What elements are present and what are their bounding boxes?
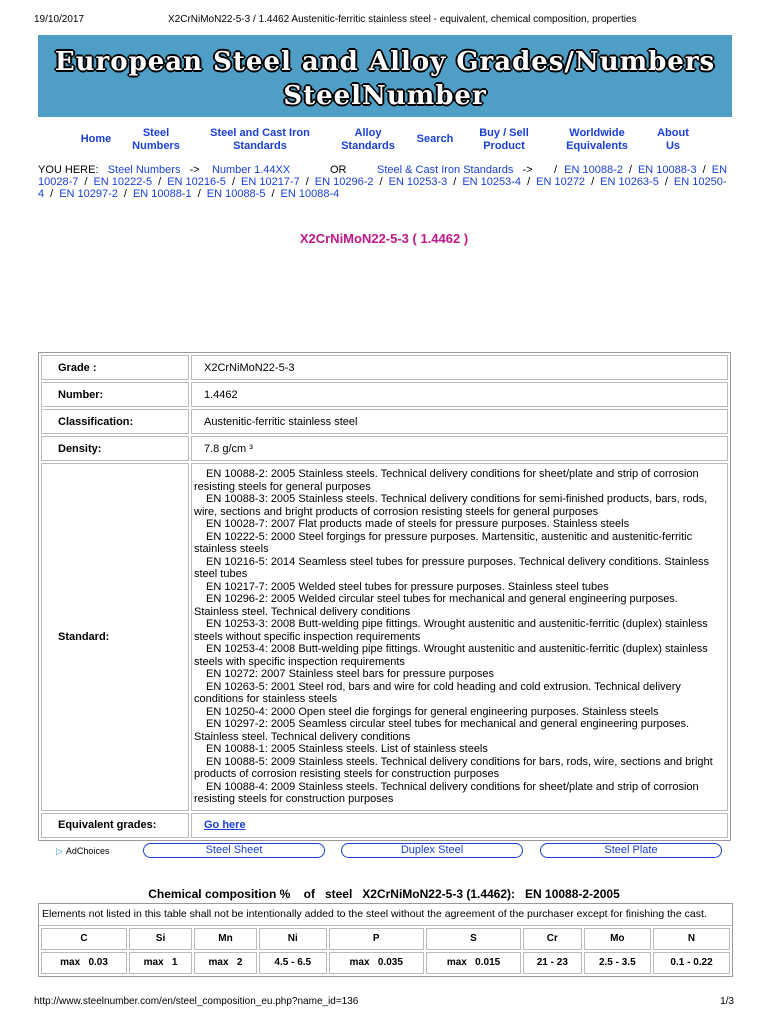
breadcrumb-link[interactable]: EN 10222-5 — [93, 176, 153, 188]
number-label: Number: — [41, 382, 189, 407]
element-value: 4.5 - 6.5 — [259, 952, 327, 974]
nav-steel-numbers[interactable]: Steel Numbers — [132, 127, 180, 152]
standard-entry: EN 10296-2: 2005 Welded circular steel tubes for mechanical and general engineering purposes. Stainless steel. Technical delivery conditions — [194, 593, 678, 618]
ad-steel-sheet[interactable]: Steel Sheet — [143, 843, 325, 858]
breadcrumb-link[interactable]: EN 10216-5 — [167, 176, 226, 188]
breadcrumb-arrow: -> — [189, 164, 200, 176]
breadcrumb-link[interactable]: EN 10088-2 — [564, 164, 623, 176]
breadcrumb-link[interactable]: EN 10272 — [536, 176, 586, 188]
breadcrumb-link[interactable]: EN 10296-2 — [314, 176, 374, 188]
element-header: Ni — [259, 928, 327, 950]
classification-value: Austenitic-ferritic stainless steel — [191, 409, 728, 434]
main-nav — [0, 127, 768, 157]
breadcrumb-separator: / — [379, 176, 383, 188]
standard-entry: EN 10272: 2007 Stainless steel bars for pressure purposes — [206, 668, 494, 680]
standard-entry: EN 10088-2: 2005 Stainless steels. Technical delivery conditions for sheet/plate and strip of corrosion resisting steels for general purposes — [194, 468, 699, 493]
banner-title: European Steel and Alloy Grades/Numbers — [54, 47, 716, 77]
breadcrumb-link[interactable]: EN 10088-3 — [637, 164, 697, 176]
element-header: P — [329, 928, 424, 950]
breadcrumb-separator: / — [84, 176, 88, 188]
standard-entry: EN 10088-4: 2009 Stainless steels. Technical delivery conditions for sheet/plate and strip of corrosion resisting steels for construction purposes — [194, 780, 699, 805]
table-row — [41, 928, 730, 950]
breadcrumb-separator: / — [628, 164, 632, 176]
grade-value: X2CrNiMoN22-5-3 — [191, 355, 728, 380]
breadcrumb-link[interactable]: EN 10263-5 — [600, 176, 659, 188]
table-row — [41, 463, 728, 811]
adchoices-icon: ▷ — [56, 846, 63, 856]
table-row — [41, 436, 728, 461]
element-header: Cr — [523, 928, 581, 950]
breadcrumb-separator: / — [271, 188, 275, 200]
element-value: 21 - 23 — [523, 952, 581, 974]
element-value: 2.5 - 3.5 — [584, 952, 652, 974]
element-value: max 1 — [129, 952, 192, 974]
breadcrumb-separator: / — [591, 176, 595, 188]
element-header: Si — [129, 928, 192, 950]
breadcrumb-link[interactable]: EN 10088-1 — [132, 188, 192, 200]
standard-entry: EN 10216-5: 2014 Seamless steel tubes for pressure purposes. Technical delivery conditions. Stainless steel tubes — [194, 555, 710, 580]
breadcrumb-separator: / — [197, 188, 201, 200]
element-header: Mo — [584, 928, 652, 950]
standard-entry: EN 10263-5: 2001 Steel rod, bars and wire for cold heading and cold extrusion. Technical delivery conditions for stainless steels — [194, 680, 681, 705]
table-row — [41, 382, 728, 407]
element-header: C — [41, 928, 127, 950]
nav-search[interactable]: Search — [416, 133, 454, 145]
breadcrumb-link[interactable]: EN 10253-4 — [462, 176, 522, 188]
chemical-composition-title: Chemical composition % of steel X2CrNiMoN22-5-3 (1.4462): EN 10088-2-2005 — [148, 887, 620, 901]
standard-entry: EN 10253-3: 2008 Butt-welding pipe fittings. Wrought austenitic and austenitic-ferritic (duplex) stainless steels without specific inspection requirements — [194, 618, 708, 643]
element-value: max 0.035 — [329, 952, 424, 974]
standard-entry: EN 10222-5: 2000 Steel forgings for pressure purposes. Martensitic, austenitic and austenitic-ferritic stainless steels — [194, 530, 693, 555]
breadcrumb-separator: / — [527, 176, 531, 188]
nav-worldwide-equivalents[interactable]: Worldwide Equivalents — [566, 127, 628, 152]
standard-entry: EN 10088-5: 2009 Stainless steels. Technical delivery conditions for bars, rods, wire, sections and bright products of corrosion resisting steels for construction purposes — [194, 755, 713, 780]
breadcrumb-link[interactable]: EN 10028-7 — [38, 164, 728, 188]
breadcrumb-or: OR — [329, 164, 347, 176]
element-value: max 2 — [194, 952, 257, 974]
breadcrumb-steel-numbers[interactable]: Steel Numbers — [107, 164, 181, 176]
density-value: 7.8 g/cm ³ — [191, 436, 728, 461]
breadcrumb-separator: / — [453, 176, 457, 188]
element-header: N — [653, 928, 730, 950]
nav-standards[interactable]: Steel and Cast Iron Standards — [210, 127, 310, 152]
number-value: 1.4462 — [191, 382, 728, 407]
equivalent-grades-label: Equivalent grades: — [41, 813, 189, 838]
breadcrumb-link[interactable]: EN 10250-4 — [38, 176, 727, 200]
chemical-composition-table — [38, 903, 733, 977]
adchoices[interactable]: ▷ AdChoices — [56, 846, 110, 856]
composition-note: Elements not listed in this table shall not be intentionally added to the steel without the agreement of the purchaser except for finishing the cast. — [39, 904, 732, 926]
ad-duplex-steel[interactable]: Duplex Steel — [341, 843, 523, 858]
breadcrumb-link[interactable]: EN 10088-5 — [206, 188, 266, 200]
element-value: 0.1 - 0.22 — [653, 952, 730, 974]
standard-entry: EN 10253-4: 2008 Butt-welding pipe fittings. Wrought austenitic and austenitic-ferritic (duplex) stainless steels with specific inspection requirements — [194, 643, 708, 668]
breadcrumb-separator: / — [305, 176, 309, 188]
breadcrumb-separator: / — [231, 176, 235, 188]
print-date: 19/10/2017 — [34, 14, 85, 25]
breadcrumb-number[interactable]: Number 1.44XX — [211, 164, 291, 176]
table-row — [41, 813, 728, 838]
grade-label: Grade : — [41, 355, 189, 380]
breadcrumb-separator: / — [702, 164, 706, 176]
breadcrumb-link[interactable]: EN 10217-7 — [241, 176, 300, 188]
breadcrumb: YOU HERE: Steel Numbers -> Number 1.44XX OR Steel & Cast Iron Standards -> / EN 10088-2 / EN 10088-3 / EN 10028-7 / EN 10222-5 / EN 10216-5 / EN 10217-7 / EN 10296-2 / EN 10253-3 / EN 10253-4 / EN 10272 / EN 10263-5 / EN 10250-4 / EN 10297-2 / EN 10088-1 / EN 10088-5 / EN 10088-4 — [38, 164, 728, 200]
standard-entry: EN 10297-2: 2005 Seamless circular steel tubes for mechanical and general engineering purposes. Stainless steel. Technical delivery conditions — [194, 718, 690, 743]
grade-title: X2CrNiMoN22-5-3 ( 1.4462 ) — [299, 231, 469, 246]
nav-home[interactable]: Home — [80, 133, 112, 145]
element-header: S — [426, 928, 521, 950]
standard-label: Standard: — [41, 463, 189, 811]
element-header: Mn — [194, 928, 257, 950]
breadcrumb-link[interactable]: EN 10088-4 — [280, 188, 340, 200]
standard-entry: EN 10088-3: 2005 Stainless steels. Technical delivery conditions for semi-finished products, bars, rods, wire, sections and bright products of corrosion resisting steels for general purposes — [194, 493, 708, 518]
classification-label: Classification: — [41, 409, 189, 434]
breadcrumb-separator: / — [50, 188, 54, 200]
density-label: Density: — [41, 436, 189, 461]
element-value: max 0.03 — [41, 952, 127, 974]
element-value: max 0.015 — [426, 952, 521, 974]
print-url: http://www.steelnumber.com/en/steel_composition_eu.php?name_id=136 — [34, 996, 359, 1007]
breadcrumb-standards[interactable]: Steel & Cast Iron Standards — [377, 164, 514, 176]
standard-entry: EN 10088-1: 2005 Stainless steels. List of stainless steels — [206, 743, 488, 755]
ad-steel-plate[interactable]: Steel Plate — [540, 843, 722, 858]
site-banner[interactable] — [38, 35, 732, 117]
banner-subtitle: SteelNumber — [283, 81, 487, 111]
breadcrumb-separator: / — [123, 188, 127, 200]
equivalent-grades-link[interactable]: Go here — [204, 819, 246, 831]
standard-entry: EN 10028-7: 2007 Flat products made of steels for pressure purposes. Stainless steels — [206, 518, 630, 530]
breadcrumb-link[interactable]: EN 10297-2 — [59, 188, 118, 200]
nav-about-us[interactable]: About Us — [657, 127, 689, 152]
breadcrumb-separator: / — [158, 176, 162, 188]
properties-table — [38, 352, 731, 841]
breadcrumb-arrow: -> — [522, 164, 533, 176]
standard-entry: EN 10250-4: 2000 Open steel die forgings for general engineering purposes. Stainless steels — [206, 705, 659, 718]
breadcrumb-link[interactable]: EN 10253-3 — [388, 176, 448, 188]
breadcrumb-separator: / — [664, 176, 668, 188]
table-row — [41, 409, 728, 434]
table-row — [41, 952, 730, 974]
nav-buy-sell[interactable]: Buy / Sell Product — [479, 127, 529, 152]
print-title: X2CrNiMoN22-5-3 / 1.4462 Austenitic-ferritic stainless steel - equivalent, chemical composition, properties — [168, 14, 637, 25]
page-number: 1/3 — [720, 996, 734, 1007]
standard-entry: EN 10217-7: 2005 Welded steel tubes for pressure purposes. Stainless steel tubes — [206, 580, 609, 593]
standard-list — [191, 463, 728, 811]
nav-alloy-standards[interactable]: Alloy Standards — [341, 127, 395, 152]
table-row — [41, 355, 728, 380]
breadcrumb-prefix: YOU HERE: — [38, 164, 99, 176]
